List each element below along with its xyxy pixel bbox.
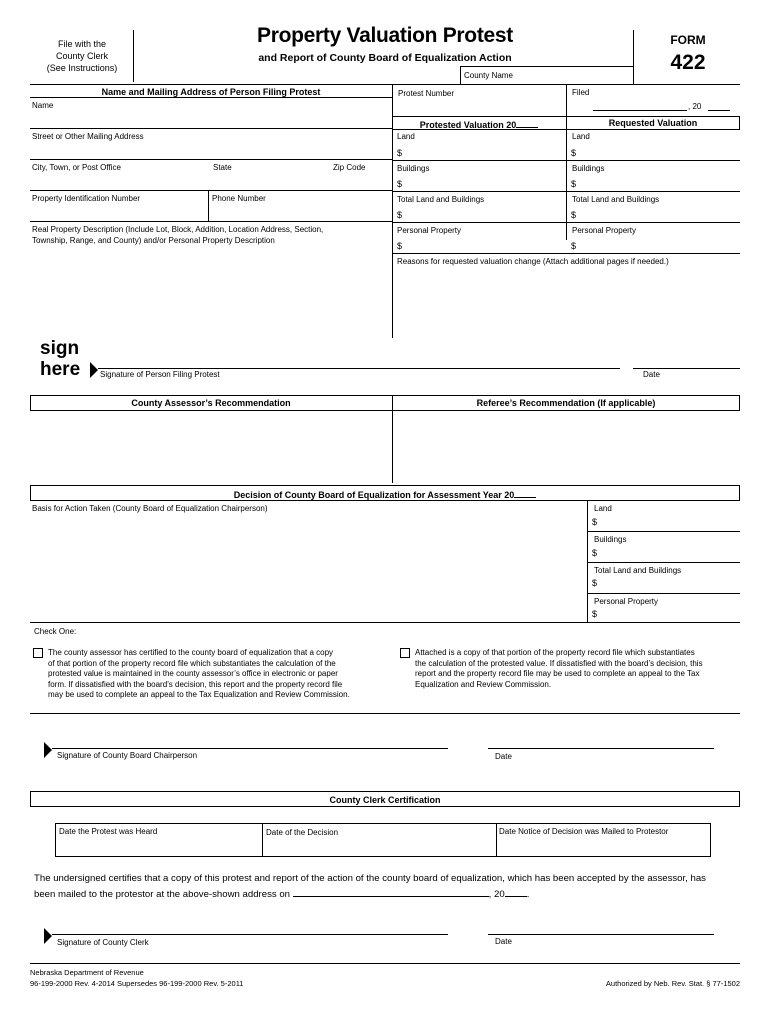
option-certified-checkbox[interactable] (33, 648, 43, 658)
certification-statement (34, 872, 744, 902)
file-with-line-2: County Clerk (55, 51, 109, 61)
name-field[interactable] (30, 110, 390, 126)
clerk-sign-arrow-icon (44, 928, 52, 944)
option-attached-line-1: Attached is a copy of that portion of the property record file which substantiates (415, 648, 695, 657)
decision-buildings-label: Buildings (594, 535, 627, 544)
option-certified-line-4: form. If dissatisfied with the board’s decision, this report and the property record file (48, 679, 343, 689)
option-certified-line-1: The county assessor has certified to the county board of equalization that a copy (48, 648, 334, 657)
protested-land-label: Land (397, 132, 415, 141)
reasons-field[interactable] (394, 270, 738, 336)
phone-field[interactable] (210, 203, 390, 219)
decision-personal-label: Personal Property (594, 597, 659, 606)
filed-label: Filed (572, 88, 590, 97)
assessor-recommendation-field[interactable] (32, 413, 390, 481)
form-number: 422 (670, 51, 706, 74)
decision-land-label: Land (594, 504, 612, 513)
zip-label: Zip Code (333, 163, 366, 172)
filer-signature-field[interactable] (100, 346, 618, 366)
chair-signature-label: Signature of County Board Chairperson (57, 751, 198, 760)
protested-total-label: Total Land and Buildings (397, 195, 485, 204)
protested-total-field[interactable] (406, 208, 562, 222)
certification-title: County Clerk Certification (329, 795, 441, 805)
description-field[interactable] (30, 250, 390, 335)
option-attached-line-4: Equalization and Review Commission. (415, 679, 552, 689)
basis-field[interactable] (32, 515, 584, 620)
requested-total-dollar: $ (571, 210, 577, 220)
form-subtitle: and Report of County Board of Equalization Action (258, 52, 512, 64)
decision-year-field[interactable] (514, 488, 536, 498)
decision-buildings-dollar: $ (592, 548, 598, 558)
file-with-line-1: File with the (57, 39, 107, 49)
certification-statement-line-2 (34, 886, 744, 902)
decision-total-field[interactable] (601, 576, 738, 590)
clerk-signature-field[interactable] (54, 914, 446, 932)
date-mailed-label: Date Notice of Decision was Mailed to Protestor (499, 827, 669, 836)
option-certified-line-3: protested value is maintained in the county assessor’s office in electronic or paper (48, 669, 338, 678)
option-attached-text (415, 648, 740, 690)
decision-buildings-field[interactable] (601, 546, 738, 560)
decision-land-field[interactable] (601, 515, 738, 529)
protested-valuation-text: Protested Valuation 20 (419, 120, 517, 130)
filed-date-suffix: , 20 (688, 102, 702, 111)
street-field[interactable] (30, 141, 390, 157)
chair-sign-arrow-icon (44, 742, 52, 758)
county-name-label: County Name (464, 71, 513, 80)
filer-section-title: Name and Mailing Address of Person Filing Protest (101, 87, 321, 97)
requested-personal-field[interactable] (580, 239, 736, 253)
date-mailed-field[interactable] (498, 838, 709, 855)
decision-personal-dollar: $ (592, 609, 598, 619)
clerk-date-label: Date (495, 937, 512, 946)
state-field[interactable] (210, 172, 328, 188)
decision-title (30, 488, 740, 500)
protested-buildings-dollar: $ (397, 179, 403, 189)
chair-date-label: Date (495, 752, 512, 761)
sign-arrow-icon (90, 362, 98, 378)
chair-date-field[interactable] (488, 730, 714, 746)
decision-total-label: Total Land and Buildings (594, 566, 682, 575)
state-label: State (213, 163, 232, 172)
filer-signature-label: Signature of Person Filing Protest (100, 370, 220, 379)
option-attached-checkbox[interactable] (400, 648, 410, 658)
option-certified-text (48, 648, 398, 701)
decision-personal-field[interactable] (601, 607, 738, 621)
footer-revision: 96-199-2000 Rev. 4-2014 Supersedes 96-199-2000 Rev. 5-2011 (30, 979, 244, 988)
protested-valuation-title (392, 118, 566, 130)
filer-date-label: Date (643, 370, 660, 379)
option-certified-line-5: may be used to complete an appeal to the Tax Equalization and Review Commission. (48, 690, 350, 699)
protested-personal-field[interactable] (406, 239, 562, 253)
chair-signature-field[interactable] (54, 728, 446, 746)
requested-valuation-title: Requested Valuation (608, 118, 698, 128)
zip-field[interactable] (330, 172, 390, 188)
protested-personal-label: Personal Property (397, 226, 462, 235)
pin-field[interactable] (30, 203, 206, 219)
certification-statement-prefix: been mailed to the protestor at the above-shown address on (34, 889, 290, 900)
date-heard-field[interactable] (57, 838, 260, 855)
footer-department: Nebraska Department of Revenue (30, 968, 144, 977)
requested-personal-label: Personal Property (572, 226, 637, 235)
protested-personal-dollar: $ (397, 241, 403, 251)
city-field[interactable] (30, 172, 208, 188)
requested-land-label: Land (572, 132, 590, 141)
reasons-label: Reasons for requested valuation change (Attach additional pages if needed.) (397, 257, 669, 266)
county-name-field[interactable] (520, 67, 632, 83)
file-with-line-3: (See Instructions) (46, 63, 118, 73)
protested-land-field[interactable] (406, 146, 562, 160)
option-attached-line-2: the calculation of the protested value. If dissatisfied with the board’s decision, this (415, 658, 703, 668)
protested-year-field[interactable] (516, 118, 538, 128)
certification-statement-year: , 20 (488, 889, 505, 900)
decision-total-dollar: $ (592, 578, 598, 588)
date-heard-label: Date the Protest was Heard (59, 827, 158, 836)
clerk-signature-label: Signature of County Clerk (57, 938, 149, 947)
mailed-year-field[interactable] (505, 886, 527, 897)
file-with-instruction (30, 38, 134, 74)
form-label: FORM (670, 33, 706, 47)
protest-number-label: Protest Number (398, 89, 455, 98)
certification-statement-end: . (526, 889, 530, 900)
mailed-date-field[interactable] (293, 886, 489, 897)
requested-land-dollar: $ (571, 148, 577, 158)
protested-land-dollar: $ (397, 148, 403, 158)
date-decision-label: Date of the Decision (266, 828, 339, 837)
protested-buildings-field[interactable] (406, 177, 562, 191)
description-label-line-1: Real Property Description (Include Lot, Block, Addition, Location Address, Section, (32, 225, 324, 234)
protested-total-dollar: $ (397, 210, 403, 220)
footer-authority: Authorized by Neb. Rev. Stat. § 77-1502 (605, 979, 740, 988)
requested-buildings-dollar: $ (571, 179, 577, 189)
referee-recommendation-title: Referee’s Recommendation (If applicable) (476, 398, 656, 408)
date-decision-field[interactable] (264, 838, 494, 855)
description-label (32, 225, 323, 246)
city-label: City, Town, or Post Office (32, 163, 121, 172)
assessor-recommendation-title: County Assessor’s Recommendation (131, 398, 291, 408)
option-certified-line-2: of that portion of the property record file which substantiates the calculation of the (48, 658, 336, 668)
name-label: Name (32, 101, 54, 110)
protest-number-field[interactable] (394, 98, 564, 114)
basis-label: Basis for Action Taken (County Board of Equalization Chairperson) (32, 504, 268, 513)
requested-total-field[interactable] (580, 208, 736, 222)
protested-buildings-label: Buildings (397, 164, 430, 173)
requested-land-field[interactable] (580, 146, 736, 160)
pin-label: Property Identification Number (32, 194, 141, 203)
requested-personal-dollar: $ (571, 241, 577, 251)
requested-buildings-label: Buildings (572, 164, 605, 173)
check-one-label: Check One: (34, 627, 77, 636)
certification-statement-line-1: The undersigned certifies that a copy of this protest and report of the action of the county board of equalization, which has been accepted by the assessor, has (34, 873, 706, 884)
referee-recommendation-field[interactable] (394, 413, 738, 481)
decision-land-dollar: $ (592, 517, 598, 527)
requested-buildings-field[interactable] (580, 177, 736, 191)
phone-label: Phone Number (212, 194, 266, 203)
here-word: here (40, 359, 81, 380)
requested-total-label: Total Land and Buildings (572, 195, 660, 204)
decision-title-text: Decision of County Board of Equalization for Assessment Year 20 (233, 490, 515, 500)
street-label: Street or Other Mailing Address (32, 132, 144, 141)
filer-date-field[interactable] (633, 350, 740, 366)
clerk-date-field[interactable] (488, 916, 714, 932)
description-label-line-2: Township, Range, and County) and/or Personal Property Description (32, 235, 275, 245)
sign-word: sign (40, 338, 80, 359)
option-attached-line-3: report and the property record file may be used to complete an appeal to the Tax (415, 669, 700, 678)
form-title: Property Valuation Protest (257, 24, 513, 47)
